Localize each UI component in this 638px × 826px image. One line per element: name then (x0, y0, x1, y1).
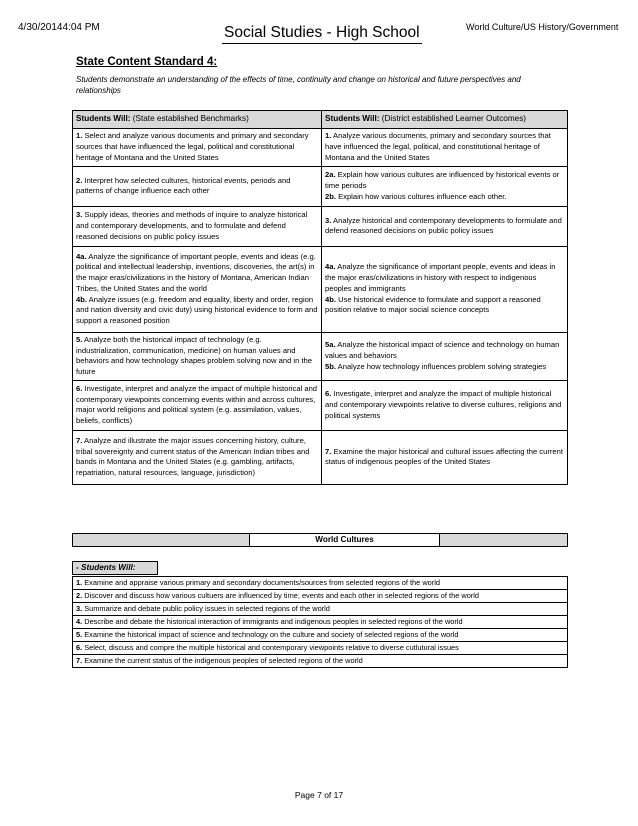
item-text: Describe and debate the historical interaction of immigrants and indigenous peoples in selected regions of the world (82, 617, 463, 626)
item-text: Interpret how selected cultures, historical events, periods and patterns of change influence each other (76, 175, 291, 196)
benchmark-item (325, 192, 564, 203)
list-item (73, 616, 568, 629)
district-outcome-cell (322, 332, 568, 380)
item-text: Investigate, interpret and analyze the impact of multiple historical and contemporary viewpoints concerning events within and across cultures, major world religions and political system (e.g. assimilation, values, beliefs, conflicts) (76, 383, 318, 426)
item-number: 2. (76, 175, 83, 185)
benchmark-item (76, 176, 318, 198)
item-text: Analyze various documents, primary and secondary sources that have influenced the legal, political, and constitutional heritage of Montana and the United States (325, 131, 551, 162)
item-number: 6. (76, 643, 83, 652)
district-outcome-cell (322, 206, 568, 246)
item-number: 1. (325, 131, 332, 141)
item-number: 6. (76, 383, 83, 393)
state-benchmark-cell (73, 380, 322, 430)
col-header-district-bold: Students Will: (325, 114, 380, 123)
page-number: Page 7 of 17 (294, 790, 344, 800)
list-item (73, 655, 568, 668)
benchmarks-body (73, 128, 568, 484)
item-text: Analyze issues (e.g. freedom and equality, liberty and order, region and nation diversity and civic duty) using historical evidence to form and support a reasoned position (76, 294, 318, 326)
item-number: 3. (325, 215, 332, 225)
item-number: 2a. (325, 170, 336, 180)
item-text: Explain how various cultures are influenced by historical events or time periods (325, 170, 560, 190)
col-header-state-rest: (State established Benchmarks) (130, 114, 249, 123)
district-outcome-cell (322, 430, 568, 484)
item-number: 4. (76, 617, 83, 626)
table-row (73, 332, 568, 380)
world-culture-objective (73, 577, 568, 590)
state-benchmark-cell (73, 430, 322, 484)
standard-description: Students demonstrate an understanding of the effects of time, continuity and change on historical and future perspectives and relationships (76, 75, 521, 95)
item-number: 5b. (325, 361, 336, 371)
item-text: Explain how various cultures influence each other. (335, 191, 507, 201)
item-number: 5. (76, 630, 83, 639)
standard-title: State Content Standard 4: (76, 56, 218, 68)
col-header-state-bold: Students Will: (76, 114, 131, 123)
benchmark-item (76, 252, 318, 295)
col-header-district-rest: (District established Learner Outcomes) (379, 114, 527, 123)
item-text: Discover and discuss how various cultuers are influenced by time, events and each other in selected regions of the world (82, 591, 480, 600)
state-benchmark-cell (73, 332, 322, 380)
item-number: 4b. (76, 294, 87, 304)
item-number: 7. (76, 656, 83, 665)
benchmark-item (325, 262, 564, 294)
item-text: Analyze the significance of important people, events and ideas (e.g. political and intellectual leadership, inventions, discoveries, the art(s) in the major eras/civilizations in the history of Montana, American Indian Tribes, the United States and the world (76, 251, 316, 293)
item-number: 5. (76, 334, 83, 344)
header-subject: World Culture/US History/Government (466, 22, 619, 32)
item-text: Examine the current status of the indigenous peoples of selected regions of the world (82, 656, 363, 665)
item-number: 5a. (325, 340, 336, 350)
world-cultures-bar (72, 533, 568, 547)
item-number: 2. (76, 591, 83, 600)
item-number: 7. (325, 446, 332, 456)
benchmark-item (76, 384, 318, 427)
item-text: Analyze and illustrate the major issues concerning history, culture, tribal sovereignty and current status of the American Indian tribes and bands in Montana and the United States (e.g. gambling, artifacts, repatriation, natural resources, language, jurisdiction) (76, 435, 310, 478)
list-item (73, 603, 568, 616)
district-outcome-cell (322, 246, 568, 332)
item-text: Analyze the historical impact of science and technology on human values and behaviors (325, 340, 560, 360)
benchmark-item (76, 295, 318, 327)
item-text: Analyze how technology influences problem solving strategies (335, 361, 547, 371)
list-item (73, 642, 568, 655)
item-number: 1. (76, 578, 83, 587)
world-culture-objective (73, 629, 568, 642)
state-benchmark-cell (73, 166, 322, 206)
benchmarks-table (72, 110, 568, 485)
state-benchmark-cell (73, 128, 322, 166)
item-text: Select, discuss and compre the multiple historical and contemporary viewpoints relative to diverse cutlutural issues (82, 643, 459, 652)
table-row (73, 380, 568, 430)
world-cultures-table (72, 576, 568, 668)
list-item (73, 577, 568, 590)
world-culture-objective (73, 590, 568, 603)
state-benchmark-cell (73, 206, 322, 246)
benchmark-item (325, 389, 564, 421)
item-number: 3. (76, 210, 83, 220)
item-text: Analyze both the historical impact of technology (e.g. industrialization, communication, medicine) on human values and behaviors and how technology shapes problem solving now and in the future (76, 334, 312, 377)
table-row (73, 128, 568, 166)
state-benchmark-cell (73, 246, 322, 332)
item-number: 4a. (76, 251, 87, 261)
world-cultures-heading: World Cultures (249, 534, 440, 546)
table-row (73, 206, 568, 246)
item-text: Examine the historical impact of science and technology on the culture and society of selected regions of the world (82, 630, 459, 639)
table-header-row (73, 111, 568, 129)
item-text: Supply ideas, theories and methods of inquire to analyze historical and contemporary developments, and to formulate and defend reasoned decisions on public policy issues (76, 210, 308, 241)
item-text: Summarize and debate public policy issues in selected regions of the world (82, 604, 330, 613)
item-text: Examine the major historical and cultural issues affecting the current status of indigenous peoples of the United States (325, 446, 563, 467)
item-number: 4a. (325, 262, 336, 272)
col-header-state (73, 111, 322, 129)
item-text: Examine and appraise various primary and secondary documents/sources from selected regions of the world (82, 578, 440, 587)
table-row (73, 166, 568, 206)
benchmark-item (325, 295, 564, 317)
benchmark-item (76, 131, 318, 163)
list-item (73, 590, 568, 603)
item-text: Investigate, interpret and analyze the impact of multiple historical and contemporary viewpoints relative to diverse cultures, religions and political systems (325, 389, 562, 420)
benchmark-item (325, 170, 564, 192)
item-number: 2b. (325, 191, 336, 201)
header-date: 4/30/20144:04 PM (18, 22, 100, 33)
list-item (73, 629, 568, 642)
benchmark-item (325, 216, 564, 238)
benchmark-item (325, 447, 564, 469)
district-outcome-cell (322, 166, 568, 206)
item-number: 6. (325, 389, 332, 399)
table-row (73, 246, 568, 332)
item-number: 1. (76, 131, 83, 141)
world-culture-objective (73, 603, 568, 616)
benchmark-item (325, 131, 564, 163)
district-outcome-cell (322, 128, 568, 166)
benchmark-item (76, 210, 318, 242)
benchmark-item (325, 362, 564, 373)
benchmark-item (76, 335, 318, 378)
item-text: Use historical evidence to formulate and support a reasoned position relative to major social science concepts (325, 294, 541, 315)
district-outcome-cell (322, 380, 568, 430)
benchmark-item (76, 436, 318, 479)
table-row (73, 430, 568, 484)
item-number: 7. (76, 435, 83, 445)
world-culture-objective (73, 642, 568, 655)
page-title: Social Studies - High School (222, 23, 422, 44)
item-number: 3. (76, 604, 83, 613)
item-text: Analyze historical and contemporary developments to formulate and defend reasoned decisions on public policy issues (325, 215, 562, 236)
students-will-heading: - Students Will: (72, 561, 158, 575)
world-cultures-body (73, 577, 568, 668)
benchmark-item (325, 340, 564, 362)
item-text: Analyze the significance of important people, events and ideas in the major eras/civilizations in history with respect to indigenous peoples and immigrants (325, 262, 556, 293)
world-culture-objective (73, 616, 568, 629)
item-number: 4b. (325, 294, 336, 304)
item-text: Select and analyze various documents and primary and secondary sources that have influenced the legal, political and constitutional heritage of Montana and the United States (76, 131, 309, 162)
col-header-district (322, 111, 568, 129)
world-culture-objective (73, 655, 568, 668)
